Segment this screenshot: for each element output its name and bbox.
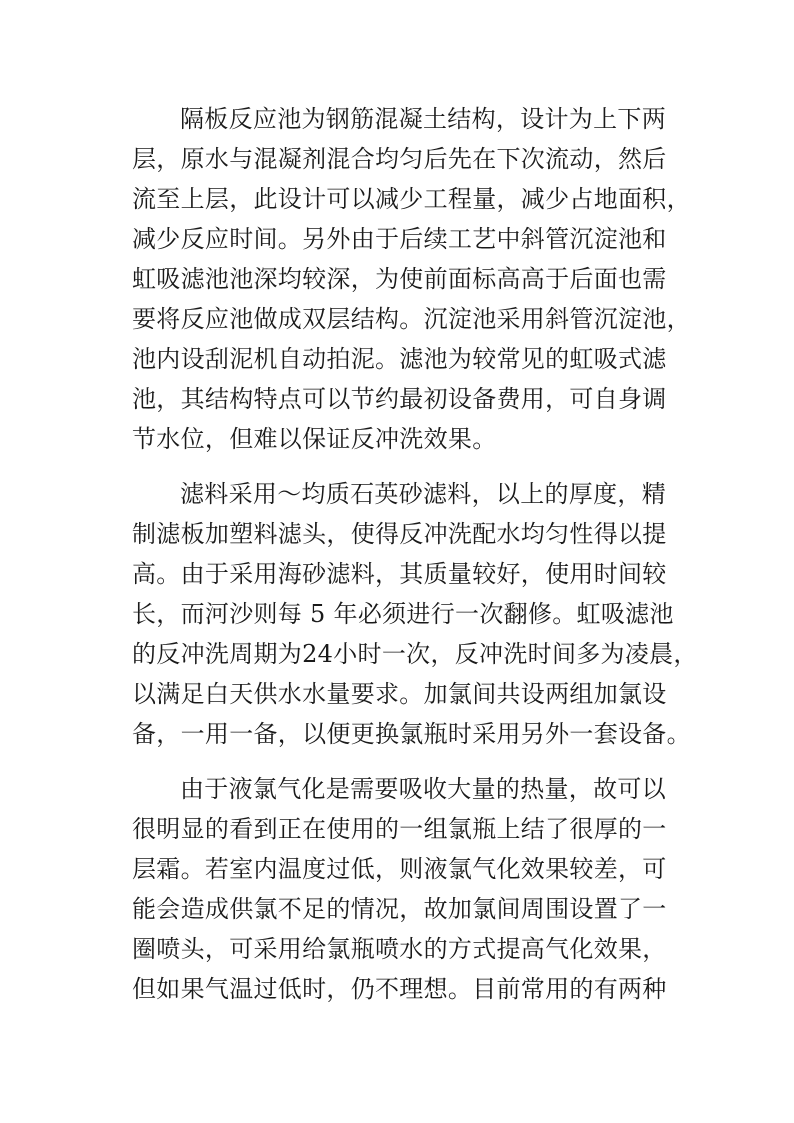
paragraph-1-line-1: 隔板反应池为钢筋混凝土结构，设计为上下两 [180,105,666,133]
paragraph-2-line-2: 制滤板加塑料滤头，使得反冲洗配水均匀性得以提 [132,520,667,548]
paragraph-1-line-6: 要将反应池做成双层结构。沉淀池采用斜管沉淀池， [132,305,691,333]
paragraph-3-line-1: 由于液氯气化是需要吸收大量的热量，故可以 [180,775,666,803]
paragraph-1-line-8: 池，其结构特点可以节约最初设备费用，可自身调 [132,385,667,413]
paragraph-3-line-2: 很明显的看到正在使用的一组氯瓶上结了很厚的一 [132,815,667,843]
paragraph-1-line-7: 池内设刮泥机自动拍泥。滤池为较常见的虹吸式滤 [132,345,667,373]
paragraph-1-line-5: 虹吸滤池池深均较深，为使前面标高高于后面也需 [132,265,667,293]
paragraph-2-line-3: 高。由于采用海砂滤料，其质量较好，使用时间较 [132,560,667,588]
document-page [132,0,698,1123]
paragraph-1-line-3: 流至上层，此设计可以减少工程量，减少占地面积， [132,185,691,213]
paragraph-3-line-4: 能会造成供氯不足的情况，故加氯间周围设置了一 [132,895,667,923]
paragraph-2-line-7: 备，一用一备，以便更换氯瓶时采用另外一套设备。 [132,720,691,748]
paragraph-3-line-5: 圈喷头，可采用给氯瓶喷水的方式提高气化效果， [132,935,667,963]
paragraph-1-line-2: 层，原水与混凝剂混合均匀后先在下次流动，然后 [132,145,667,173]
paragraph-1-line-4: 减少反应时间。另外由于后续工艺中斜管沉淀池和 [132,225,667,253]
paragraph-1-line-9: 节水位，但难以保证反冲洗效果。 [132,425,497,453]
paragraph-2-line-4: 长，而河沙则每 5 年必须进行一次翻修。虹吸滤池 [132,600,674,628]
paragraph-2-line-1: 滤料采用～均质石英砂滤料，以上的厚度，精 [180,480,666,508]
paragraph-3-line-3: 层霜。若室内温度过低，则液氯气化效果较差，可 [132,855,667,883]
paragraph-2-line-6: 以满足白天供水水量要求。加氯间共设两组加氯设 [132,680,667,708]
paragraph-3-line-6: 但如果气温过低时，仍不理想。目前常用的有两种 [132,975,667,1003]
paragraph-2-line-5: 的反冲洗周期为24小时一次，反冲洗时间多为凌晨， [132,640,698,668]
